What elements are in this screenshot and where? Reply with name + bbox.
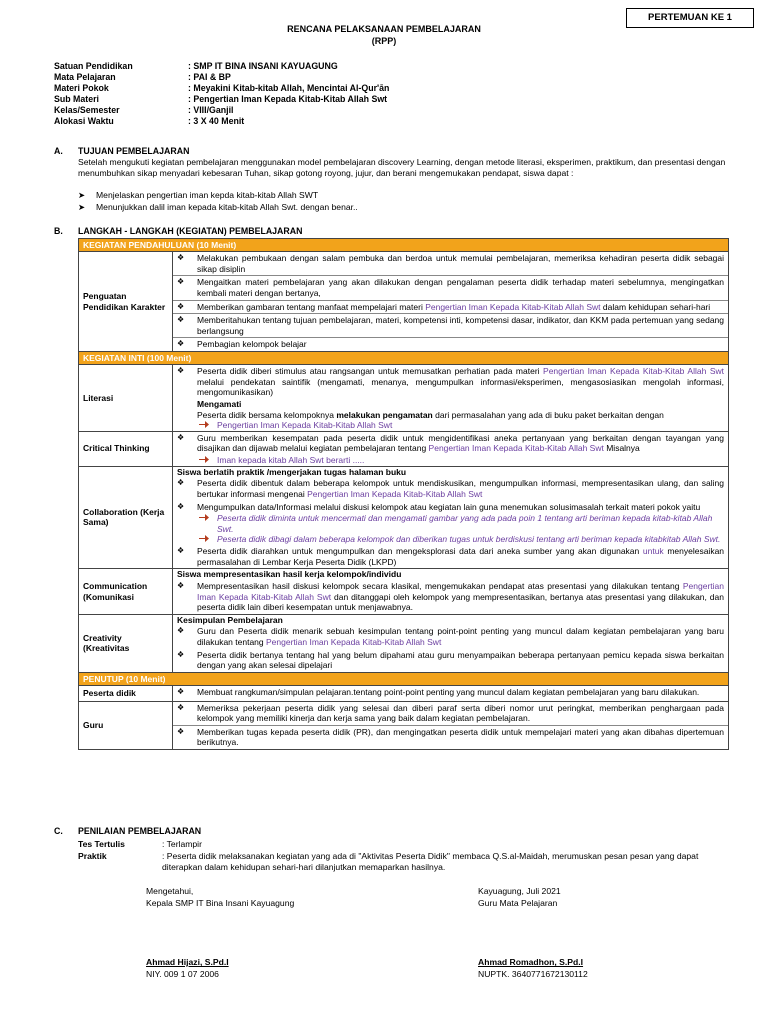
diamond-bullet-icon: ❖ xyxy=(177,726,185,736)
diamond-bullet-icon: ❖ xyxy=(177,478,185,488)
goal-item xyxy=(78,202,358,213)
doc-subtitle: (RPP) xyxy=(371,36,397,46)
right-sign-line2: Guru Mata Pelajaran xyxy=(478,898,558,908)
activity-item xyxy=(173,686,728,699)
item-text: Mengumpulkan data/Informasi melalui diskusi kelompok atau kegiatan lain guna menemukan solusimasalah terkait materi pokok yaitu xyxy=(197,501,701,512)
sub-item xyxy=(173,534,728,545)
section-title: PENILAIAN PEMBELAJARAN xyxy=(78,826,202,836)
identity-row xyxy=(54,116,714,127)
diamond-bullet-icon: ❖ xyxy=(177,546,185,555)
row-label: Guru xyxy=(79,701,173,750)
sub-text-bold: melakukan pengamatan xyxy=(336,409,433,420)
collab-cell xyxy=(173,466,729,569)
sub-text: Peserta didik diminta untuk mencermati dan mengamati gambar yang ada pada poin 1 tentang arti beriman kepada kitab-kitab Allah Swt. xyxy=(217,513,713,534)
section-number: B. xyxy=(54,226,63,236)
assessment-value xyxy=(162,851,728,872)
sub-text-part: dari permasalahan yang ada di buku paket berkaitan dengan xyxy=(432,409,664,420)
identity-row xyxy=(54,94,714,105)
diamond-bullet-icon: ❖ xyxy=(177,626,185,636)
row-label: Literasi xyxy=(79,365,173,432)
row-label: Peserta didik xyxy=(79,685,173,701)
item-text: Memberitahukan tentang tujuan pembelajaran, materi, kompetensi inti, kompetensi dasar, indikator, dan KKM pada pertemuan yang sedang berlangsung xyxy=(197,315,725,336)
sub-text xyxy=(173,410,728,421)
activity-item xyxy=(173,625,728,648)
praktik-text: : Peserta didik melaksanakan kegiatan yang ada di "Aktivitas Peserta Didik" membaca Q.S.al-Maidah, merumuskan pesan pesan yang dapat diterapkan dalam kehidupan sehari-hari dilanjutkan memaparkan hasilnya. xyxy=(162,851,699,872)
doc-title: RENCANA PELAKSANAAN PEMBELAJARAN xyxy=(287,24,481,34)
item-text-wrapper xyxy=(197,626,724,647)
activity-list xyxy=(173,252,728,351)
goal-item xyxy=(78,190,318,201)
item-text: Peserta didik diberi stimulus atau rangsangan untuk memusatkan perhatian pada materi xyxy=(197,366,544,376)
assessment-label: Praktik xyxy=(78,851,107,861)
comm-cell xyxy=(173,569,729,615)
phase-header-closing: PENUTUP (10 Menit) xyxy=(79,672,729,685)
left-signer-name xyxy=(146,957,229,968)
identity-value: : PAI & BP xyxy=(188,72,231,82)
item-text: Memberikan gambaran tentang manfaat mempelajari materi xyxy=(197,301,426,312)
activity-table xyxy=(78,238,729,750)
sub-heading: Siswa berlatih praktik /mengerjakan tugas halaman buku xyxy=(177,466,407,477)
identity-label: Mata Pelajaran xyxy=(54,72,116,82)
row-label: Penguatan Pendidikan Karakter xyxy=(79,252,173,352)
signer-name: Ahmad Romadhon, S.Pd.I xyxy=(478,957,584,967)
diamond-bullet-icon: ❖ xyxy=(177,339,185,349)
item-text-wrapper xyxy=(197,502,700,512)
item-text-wrapper xyxy=(197,366,724,397)
item-text: Mempresentasikan hasil diskusi kelompok secara klasikal, mengemukakan pendapat atas presentasi yang dilakukan tentang xyxy=(197,580,683,591)
material-highlight: Pengertian Iman Kepada Kitab-Kitab Allah Swt xyxy=(266,637,442,647)
sub-text: Peserta didik dibagi dalam beberapa kelompok dan diberikan tugas untuk berdiskusi tentang arti beriman kepada kitabkitab Allah Swt. xyxy=(217,534,721,545)
diamond-bullet-icon: ❖ xyxy=(177,702,185,712)
item-text: dalam kehidupan sehari-hari xyxy=(600,301,711,312)
section-number: A. xyxy=(54,146,63,156)
section-number: C. xyxy=(54,826,63,836)
item-text-wrapper xyxy=(197,433,724,454)
item-text: Melakukan pembukaan dengan salam pembuka dan berdoa untuk memulai pembelajaran, memeriksa kehadiran peserta didik sebagai sikap disiplin xyxy=(197,253,725,274)
identity-label: Materi Pokok xyxy=(54,83,109,93)
item-text-wrapper xyxy=(197,687,699,697)
activity-item xyxy=(173,477,728,500)
identity-value: : 3 X 40 Menit xyxy=(188,116,245,126)
activity-item xyxy=(173,545,728,568)
pen-marker-icon xyxy=(199,456,209,463)
goal-text: Menunjukkan dalil iman kepada kitab-kitab Allah Swt. dengan benar.. xyxy=(96,202,358,212)
identity-row xyxy=(54,72,714,83)
sub-heading: Siswa mempresentasikan hasil kerja kelompok/individu xyxy=(177,569,402,580)
item-text: Guru dan Peserta didik menarik sebuah kesimpulan tentang point-point penting yang muncul dalam kegiatan pembelajaran yang baru dilakukan tentang xyxy=(197,626,725,647)
material-highlight: Pengertian Iman Kepada Kitab-Kitab Allah Swt xyxy=(428,443,604,454)
left-sign-line2: Kepala SMP IT Bina Insani Kayuagung xyxy=(146,898,295,908)
left-sign-line1: Mengetahui, xyxy=(146,886,194,896)
sub-item xyxy=(173,513,728,534)
sub-heading: Mengamati xyxy=(197,398,242,409)
diamond-bullet-icon: ❖ xyxy=(177,580,185,590)
phase-header-opening: KEGIATAN PENDAHULUAN (10 Menit) xyxy=(79,239,729,252)
material-highlight: Pengertian Iman Kepada Kitab-Kitab Allah Swt xyxy=(307,488,483,499)
identity-value: : Pengertian Iman Kepada Kitab-Kitab Allah Swt xyxy=(188,94,388,104)
identity-label: Satuan Pendidikan xyxy=(54,61,133,71)
assessment-label: Tes Tertulis xyxy=(78,839,125,849)
section-title: LANGKAH - LANGKAH (KEGIATAN) PEMBELAJARAN xyxy=(78,226,303,236)
item-text: Guru memberikan kesempatan pada peserta didik untuk mengidentifikasi aneka pertanyaan yang berkaitan dengan tayangan yang disajikan dan dijawab melalui kegiatan pembelajaran tentang xyxy=(197,432,725,454)
identity-value: : Meyakini Kitab-kitab Allah, Mencintai Al-Qur'ān xyxy=(188,83,390,93)
sub-text-part: Peserta didik bersama kelompoknya xyxy=(197,409,337,420)
item-text-wrapper xyxy=(197,546,724,567)
arrow-bullet-icon: ➤ xyxy=(78,202,86,212)
phase-header-core: KEGIATAN INTI (100 Menit) xyxy=(79,352,729,365)
assessment-row xyxy=(78,839,728,851)
left-signer-id: NIY. 009 1 07 2006 xyxy=(146,969,219,979)
activity-item xyxy=(173,252,728,276)
diamond-bullet-icon: ❖ xyxy=(177,501,185,511)
item-text-wrapper xyxy=(197,581,724,612)
item-text: Memeriksa pekerjaan peserta didik yang selesai dan diberi paraf serta diberi nomor urut peringkat, memberikan penghargaan pada kelompok yang memiliki kinerja dan kerja sama yang baik dalam kegiatan pembelajaran. xyxy=(197,702,725,724)
arrow-bullet-icon: ➤ xyxy=(78,190,86,200)
pen-marker-icon xyxy=(199,421,209,428)
material-highlight: untuk xyxy=(642,546,664,556)
identity-row xyxy=(54,61,714,72)
diamond-bullet-icon: ❖ xyxy=(177,649,185,659)
diamond-bullet-icon: ❖ xyxy=(177,432,185,442)
material-highlight: Pengertian Iman Kepada Kitab-Kitab Allah Swt xyxy=(425,301,601,312)
sub-link: Pengertian Iman Kepada Kitab-Kitab Allah Swt xyxy=(217,420,393,431)
assessment-value: : Terlampir xyxy=(162,839,202,849)
pen-marker-icon xyxy=(199,514,209,521)
diamond-bullet-icon: ❖ xyxy=(177,277,185,287)
siswa-cell xyxy=(173,685,729,701)
diamond-bullet-icon: ❖ xyxy=(177,315,185,325)
row-label: Communication (Komunikasi xyxy=(79,569,173,615)
item-text: melalui pendekatan saintifik (mengamati, menanya, mengumpulkan informasi/eksperimen, mengasosiasikan mengolah informasi, mengomunikasikan) xyxy=(197,376,725,398)
item-text: dan ditanggapi oleh kelompok yang mempresentasikan, bertanya atas presentasi yang dilakukan, dan peserta didik lain diberi kesempatan untuk menjawabnya. xyxy=(197,591,724,613)
item-text: Peserta didik dibentuk dalam beberapa kelompok untuk mendiskusikan, mengumpulkan informasi, mempresentasikan ulang, dan saling bertukar informasi mengenai xyxy=(197,478,725,499)
sub-item xyxy=(173,455,728,466)
item-text: Pembagian kelompok belajar xyxy=(197,339,307,350)
item-text: Memberikan tugas kepada peserta didik (PR), dan mengingatkan peserta didik untuk mempelajari materi yang akan dibahas dipertemuan berikutnya. xyxy=(197,726,725,748)
activity-item xyxy=(173,580,728,614)
identity-label: Alokasi Waktu xyxy=(54,116,114,126)
identity-value: : SMP IT BINA INSANI KAYUAGUNG xyxy=(188,61,338,71)
guru-cell xyxy=(173,701,729,750)
activity-list xyxy=(173,702,728,750)
section-a-intro: Setelah mengukuti kegiatan pembelajaran menggunakan model pembelajaran discovery Learning, dengan metode literasi, eksperimen, praktikum, dan presentasi dengan menumbuhkan sikap menyadari kebesaran Tuhan, sikap gotong royong, jujur, dan berani mengemukakan pendapat, siswa dapat : xyxy=(78,157,726,178)
ppk-cell xyxy=(173,252,729,352)
diamond-bullet-icon: ❖ xyxy=(177,253,185,262)
pen-marker-icon xyxy=(199,535,209,542)
identity-label: Sub Materi xyxy=(54,94,99,104)
item-text: Peserta didik bertanya tentang hal yang belum dipahami atau guru menyampaikan beberapa pertanyaan pemicu kepada siswa berkaitan dengan yang akan selesai dipelajari xyxy=(197,649,725,671)
goal-text: Menjelaskan pengertian iman kepda kitab-kitab Allah SWT xyxy=(96,190,319,200)
material-highlight: Pengertian Iman Kepada Kitab-Kitab Allah Swt xyxy=(197,580,725,602)
activity-item xyxy=(173,726,728,749)
item-text: Membuat rangkuman/simpulan pelajaran.tentang point-point penting yang muncul dalam kegiatan pembelajaran yang baru dilakukan. xyxy=(197,686,700,697)
identity-label: Kelas/Semester xyxy=(54,105,120,115)
activity-item xyxy=(173,314,728,338)
sub-heading: Kesimpulan Pembelajaran xyxy=(177,614,283,625)
activity-item xyxy=(173,702,728,726)
row-label: Collaboration (Kerja Sama) xyxy=(79,466,173,569)
material-highlight: Pengertian Iman Kepada Kitab-Kitab Allah Swt xyxy=(543,366,724,376)
activity-item xyxy=(173,301,728,315)
activity-item xyxy=(173,501,728,514)
critical-cell xyxy=(173,431,729,466)
item-text-wrapper xyxy=(197,650,724,671)
right-signer-id: NUPTK. 3640771672130112 xyxy=(478,969,588,979)
meeting-badge: PERTEMUAN KE 1 xyxy=(626,8,754,28)
right-sign-line1: Kayuagung, Juli 2021 xyxy=(478,886,561,896)
creat-cell xyxy=(173,614,729,672)
sub-link: Iman kepada kitab Allah Swt berarti ..... xyxy=(217,455,365,465)
item-text: Misalnya xyxy=(603,443,640,454)
identity-row xyxy=(54,83,714,94)
activity-item xyxy=(173,365,728,399)
identity-row xyxy=(54,105,714,116)
assessment-row xyxy=(78,851,728,875)
diamond-bullet-icon: ❖ xyxy=(177,366,185,375)
item-text: Mengaitkan materi pembelajaran yang akan dilakukan dengan pengalaman peserta didik terhadap materi sebelumnya, mengingatkan kembali materi dengan bertanya, xyxy=(197,277,725,298)
item-text-wrapper xyxy=(197,478,724,499)
row-label: Critical Thinking xyxy=(79,431,173,466)
item-text: menyelesaikan permasalahan di Lembar Kerja Peserta Didik (LKPD) xyxy=(197,546,725,567)
identity-value: : VIII/Ganjil xyxy=(188,105,234,115)
diamond-bullet-icon: ❖ xyxy=(177,686,185,696)
right-signer-name xyxy=(478,957,583,968)
activity-item xyxy=(173,276,728,300)
sub-item xyxy=(173,420,728,431)
item-text: Peserta didik diarahkan untuk mengumpulkan dan mengeksplorasi data dari aneka sumber yang akan digunakan xyxy=(197,546,643,556)
section-title: TUJUAN PEMBELAJARAN xyxy=(78,146,190,156)
activity-item xyxy=(173,432,728,455)
signer-name: Ahmad Hijazi, S.Pd.I xyxy=(146,957,229,967)
activity-item xyxy=(173,338,728,351)
literasi-cell xyxy=(173,365,729,432)
row-label: Creativity (Kreativitas xyxy=(79,614,173,672)
diamond-bullet-icon: ❖ xyxy=(177,301,185,311)
activity-item xyxy=(173,649,728,672)
